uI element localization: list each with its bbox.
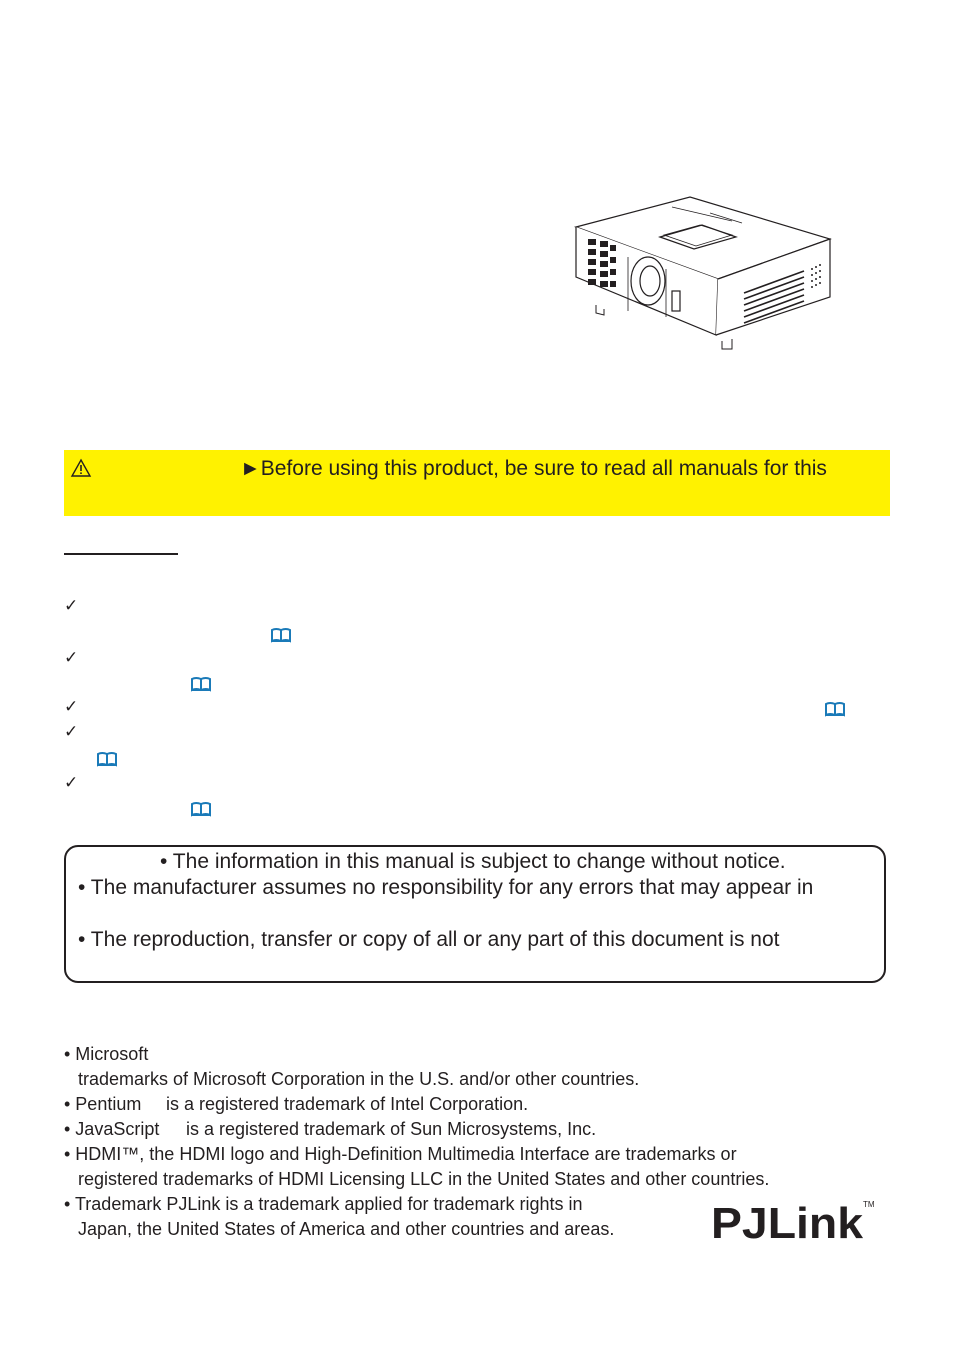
- checkmark-icon: ✓: [64, 773, 79, 793]
- trademark-line: • Trademark PJLink is a trademark applied for trademark rights in: [64, 1194, 583, 1214]
- trademark-line: trademarks of Microsoft Corporation in the U.S. and/or other countries.: [78, 1069, 640, 1089]
- trademark-line: is a registered trademark of Intel Corporation.: [166, 1094, 529, 1114]
- trademark-line: • HDMI™, the HDMI logo and High-Definition Multimedia Interface are trademarks or: [64, 1144, 737, 1164]
- checkmark-icon: ✓: [64, 596, 79, 616]
- pjlink-logo-text: PJLink: [711, 1199, 864, 1242]
- checkmark-icon: ✓: [64, 697, 79, 717]
- trademark-line: • Microsoft: [64, 1044, 149, 1064]
- trademark-line: • JavaScript: [64, 1119, 160, 1139]
- trademark-line: Japan, the United States of America and other countries and areas.: [78, 1219, 615, 1239]
- checkmark-icon: ✓: [64, 648, 79, 668]
- book-icon[interactable]: [824, 701, 846, 717]
- book-icon[interactable]: [270, 627, 292, 643]
- notice-line: • The information in this manual is subject to change without notice.: [160, 850, 786, 873]
- projector-illustration: [572, 193, 836, 355]
- checkmark-icon: ✓: [64, 722, 79, 742]
- book-icon[interactable]: [190, 676, 212, 692]
- trademark-line: is a registered trademark of Sun Microsystems, Inc.: [186, 1119, 597, 1139]
- pjlink-logo-tm: TM: [863, 1200, 875, 1209]
- notice-line: • The manufacturer assumes no responsibility for any errors that may appear in: [78, 876, 814, 899]
- section-heading-underline: [64, 553, 178, 555]
- notice-line: • The reproduction, transfer or copy of all or any part of this document is not: [78, 928, 780, 951]
- pjlink-logo: [711, 1198, 877, 1242]
- warning-text: ►Before using this product, be sure to read all manuals for this: [240, 457, 827, 480]
- book-icon[interactable]: [190, 801, 212, 817]
- warning-triangle-icon: [70, 458, 92, 478]
- trademark-line: • Pentium: [64, 1094, 142, 1114]
- book-icon[interactable]: [96, 751, 118, 767]
- trademark-line: registered trademarks of HDMI Licensing LLC in the United States and other countries.: [78, 1169, 770, 1189]
